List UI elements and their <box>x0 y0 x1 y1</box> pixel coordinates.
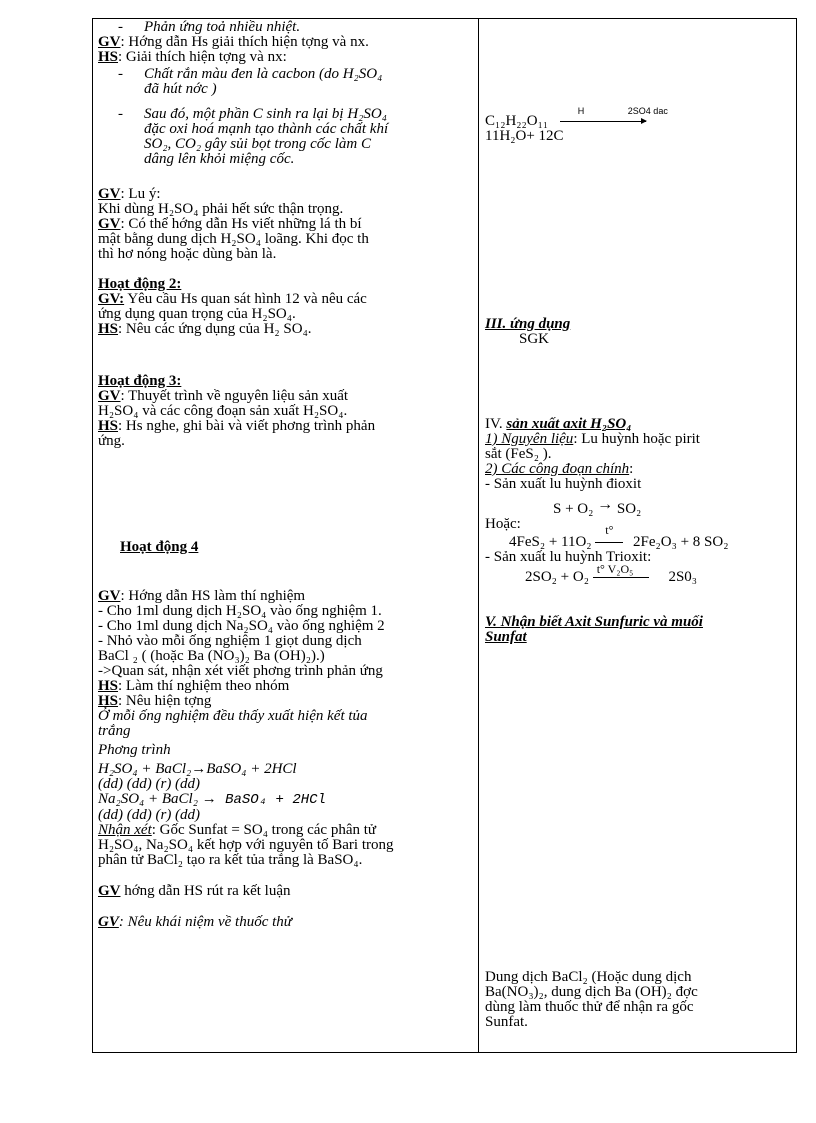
activity-2-heading: Hoạt động 2: <box>98 276 182 292</box>
secret-letter-line-2: thì hơ nóng hoặc dùng bàn là. <box>98 246 277 262</box>
or-label: Hoặc: <box>485 516 521 532</box>
hs-text: : Hs nghe, ghi bài và viết phơng trình phản <box>118 418 376 434</box>
gv-label: GV <box>98 216 121 232</box>
gv-label: GV: <box>98 291 125 307</box>
stages-label: 2) Các công đoạn chính <box>485 461 630 477</box>
equation-pyrite-rhs: 2Fe₂O₃ + 8 SO₂ <box>633 534 729 550</box>
arrow-right-icon <box>560 121 646 122</box>
hs-label: HS <box>98 418 119 434</box>
bullet-heat: - Phản ứng toả nhiều nhiệt. <box>118 19 301 35</box>
hs-line-4 <box>98 679 474 694</box>
equation-label: Phơng trình <box>98 742 171 758</box>
condition-temperature: t° <box>605 523 614 537</box>
experiment-step-3b: BaCl ₂ ( (hoặc Ba (NO₃)₂ Ba (OH)₂).) <box>98 648 325 664</box>
gv-label: GV <box>98 34 121 50</box>
bullet-carbon: - Chất rắn màu đen là cacbon (do H₂SO₄ đã hút nớc ) <box>98 67 474 97</box>
materials-line-2: sắt (FeS₂ ). <box>485 446 552 462</box>
experiment-step-1: - Cho 1ml dung dịch H₂SO₄ vào ống nghiệm 1. <box>98 603 382 619</box>
equation-2-lhs: Na₂SO₄ + BaCl₂ → <box>98 791 217 807</box>
reaction-arrow <box>560 106 680 129</box>
hs-line-2 <box>98 322 474 337</box>
equation-s-o2-rhs: SO₂ <box>616 501 642 517</box>
gv-label: GV <box>98 914 119 930</box>
bullet-carbon-line-2: đã hút nớc ) <box>144 81 217 97</box>
bullet-oxidation-line-2: đặc oxi hoá mạnh tạo thành các chất khí <box>144 121 389 137</box>
sugar-reaction <box>485 106 785 144</box>
bullet-oxidation-line-1: Sau đó, một phần C sinh ra lại bị H₂SO₄ <box>144 106 387 122</box>
section-4-title-text: sản xuất axit H₂SO₄ <box>506 416 632 432</box>
gv-text: Yêu cầu Hs quan sát hình 12 và nêu các <box>124 291 367 307</box>
reagent-line-3: dùng làm thuốc thử để nhận ra gốc <box>485 999 694 1015</box>
equation-so3-lhs: 2SO₂ + O₂ <box>525 569 589 585</box>
section-5 <box>485 615 793 645</box>
gv-text: : Thuyết trình về nguyên liệu sản xuất <box>120 388 349 404</box>
equation-2-states: (dd) (dd) (r) (dd) <box>98 807 201 823</box>
section-5-title-line-2: Sunfat <box>485 629 527 645</box>
bullet-oxidation-line-3: SO₂, CO₂ gây sủi bọt trong cốc làm C <box>144 136 371 152</box>
stage-so3: - Sản xuất lu huỳnh Trioxit: <box>485 549 652 565</box>
gv-label: GV <box>98 883 121 899</box>
section-4-stages <box>485 462 793 477</box>
activity-4-heading: Hoạt động 4 <box>120 539 199 555</box>
left-column <box>98 20 474 930</box>
hs-text: : Giải thích hiện tợng và nx: <box>118 49 287 65</box>
materials-label: 1) Nguyên liệu <box>485 431 574 447</box>
gv-line-5 <box>98 389 474 404</box>
section-4-prefix: IV. <box>485 416 507 432</box>
gv-label: GV <box>98 588 121 604</box>
reagent-line-2: Ba(NO₃)₂, dung dịch Ba (OH)₂ đợc <box>485 984 698 1000</box>
gv-text: hớng dẫn HS rút ra kết luận <box>120 883 291 899</box>
equation-so3-rhs: 2S0₃ <box>668 569 698 585</box>
section-4 <box>485 417 793 585</box>
hs-label: HS <box>98 678 119 694</box>
observation-line-2: trắng <box>98 723 131 739</box>
stage-so2: - Sản xuất lu huỳnh đioxit <box>485 476 642 492</box>
experiment-step-2: - Cho 1ml dung dịch Na₂SO₄ vào ống nghiệm 2 <box>98 618 385 634</box>
gv-text: : Hớng dẫn Hs giải thích hiện tợng và nx. <box>120 34 369 50</box>
hs-line-1 <box>98 50 474 65</box>
gv-label: GV <box>98 388 121 404</box>
section-5-title-line-1: V. Nhận biết Axit Sunfuric và muối <box>485 614 703 630</box>
bullet-oxidation: - Sau đó, một phần C sinh ra lại bị H₂SO₄ đặc oxi hoá mạnh tạo thành các chất khí SO₂, CO₂ gây sủi bọt trong cốc làm C dâng lên khỏi miệng cốc. <box>98 107 474 167</box>
reaction-product: 11H₂O+ 12C <box>485 128 564 144</box>
equation-1-states: (dd) (dd) (r) (dd) <box>98 776 201 792</box>
hs-line-3 <box>98 419 474 434</box>
gv-line-8 <box>98 915 474 930</box>
gv-line-4 <box>98 292 474 307</box>
arrow-right-icon <box>595 542 623 543</box>
equation-s-o2 <box>485 497 793 517</box>
equation-2 <box>98 792 474 808</box>
hs-text: : Nêu các ứng dụng của H₂ SO₄. <box>118 321 312 337</box>
column-divider <box>478 18 479 1053</box>
equation-pyrite-lhs: 4FeS₂ + 11O₂ <box>509 534 592 550</box>
equation-so3 <box>485 562 793 585</box>
gv-line-6 <box>98 589 474 604</box>
applications-text: ứng dụng quan trọng của H₂SO₄. <box>98 306 296 322</box>
observation-line-1: Ở mỗi ống nghiệm đều thấy xuất hiện kết tủa <box>98 708 368 724</box>
bullet-oxidation-line-4: dâng lên khỏi miệng cốc. <box>144 151 295 167</box>
reagent-line-4: Sunfat. <box>485 1014 528 1030</box>
section-4-materials <box>485 432 793 447</box>
hs-label: HS <box>98 321 119 337</box>
equation-so3-arrow <box>593 562 657 585</box>
gv-line-7 <box>98 884 474 899</box>
gv-text: : Nêu khái niệm về thuốc thử <box>118 914 292 930</box>
hs-label: HS <box>98 693 119 709</box>
conclusion-reagent <box>485 970 793 1030</box>
materials-text: : Lu huỳnh hoặc pirit <box>573 431 700 447</box>
section-4-title <box>485 417 793 432</box>
equation-1: H₂SO₄ + BaCl₂→BaSO₄ + 2HCl <box>98 761 297 777</box>
gv-text: : Hớng dẫn HS làm thí nghiệm <box>120 588 306 604</box>
conclusion-text: : Gốc Sunfat = SO₄ trong các phân tử <box>151 822 377 838</box>
gv-text: : Có thể hớng dẫn Hs viết những lá th bí <box>120 216 362 232</box>
section-3-title: III. ứng dụng <box>485 316 571 332</box>
conclusion-line-2: H₂SO₄, Na₂SO₄ kết hợp với nguyên tố Bari trong <box>98 837 394 853</box>
condition-catalyst: t° V₂O₅ <box>596 562 634 576</box>
production-text: H₂SO₄ và các công đoạn sản xuất H₂SO₄. <box>98 403 348 419</box>
experiment-step-3: - Nhỏ vào mỗi ống nghiệm 1 giọt dung dịch <box>98 633 362 649</box>
gv-text: : Lu ý: <box>120 186 161 202</box>
arrow-right-icon <box>593 577 649 578</box>
reaction-condition-acid: 2SO4 dac <box>627 106 668 116</box>
bullet-carbon-line-1: Chất rắn màu đen là cacbon (do H₂SO₄ <box>144 66 383 82</box>
caution-text: Khi dùng H₂SO₄ phải hết sức thận trọng. <box>98 201 344 217</box>
conclusion-line-3: phân tử BaCl₂ tạo ra kết tủa trắng là BaSO₄. <box>98 852 363 868</box>
stages-colon: : <box>629 461 634 477</box>
equation-s-o2-lhs: S + O₂ <box>553 501 594 517</box>
bullet-heat-text: Phản ứng toả nhiều nhiệt. <box>144 19 301 35</box>
reaction-condition-h: H <box>577 106 585 116</box>
production-text-2: ứng. <box>98 433 125 449</box>
conclusion-line-1 <box>98 823 474 838</box>
hs-line-5 <box>98 694 474 709</box>
gv-line-1 <box>98 35 474 50</box>
gv-line-2 <box>98 187 474 202</box>
hs-label: HS <box>98 49 119 65</box>
experiment-step-4: ->Quan sát, nhận xét viết phơng trình phản ứng <box>98 663 383 679</box>
secret-letter-line-1: mật bằng dung dịch H₂SO₄ loãng. Khi đọc th <box>98 231 369 247</box>
section-3-text: SGK <box>519 331 550 347</box>
gv-line-3 <box>98 217 474 232</box>
reagent-line-1: Dung dịch BaCl₂ (Hoặc dung dịch <box>485 969 692 985</box>
sugar-reaction-line-1 <box>485 106 785 129</box>
equation-2-rhs: BaSO₄ + 2HCl <box>216 792 326 808</box>
section-3 <box>485 317 570 347</box>
reaction-reactant: C₁₂H₂₂O₁₁ <box>485 113 549 129</box>
arrow-right-icon: → <box>597 496 614 513</box>
activity-3-heading: Hoạt động 3: <box>98 373 182 389</box>
equation-pyrite-arrow <box>595 523 629 550</box>
conclusion-label: Nhận xét <box>98 822 152 838</box>
hs-text: : Nêu hiện tợng <box>118 693 212 709</box>
gv-label: GV <box>98 186 121 202</box>
hs-text: : Làm thí nghiệm theo nhóm <box>118 678 290 694</box>
